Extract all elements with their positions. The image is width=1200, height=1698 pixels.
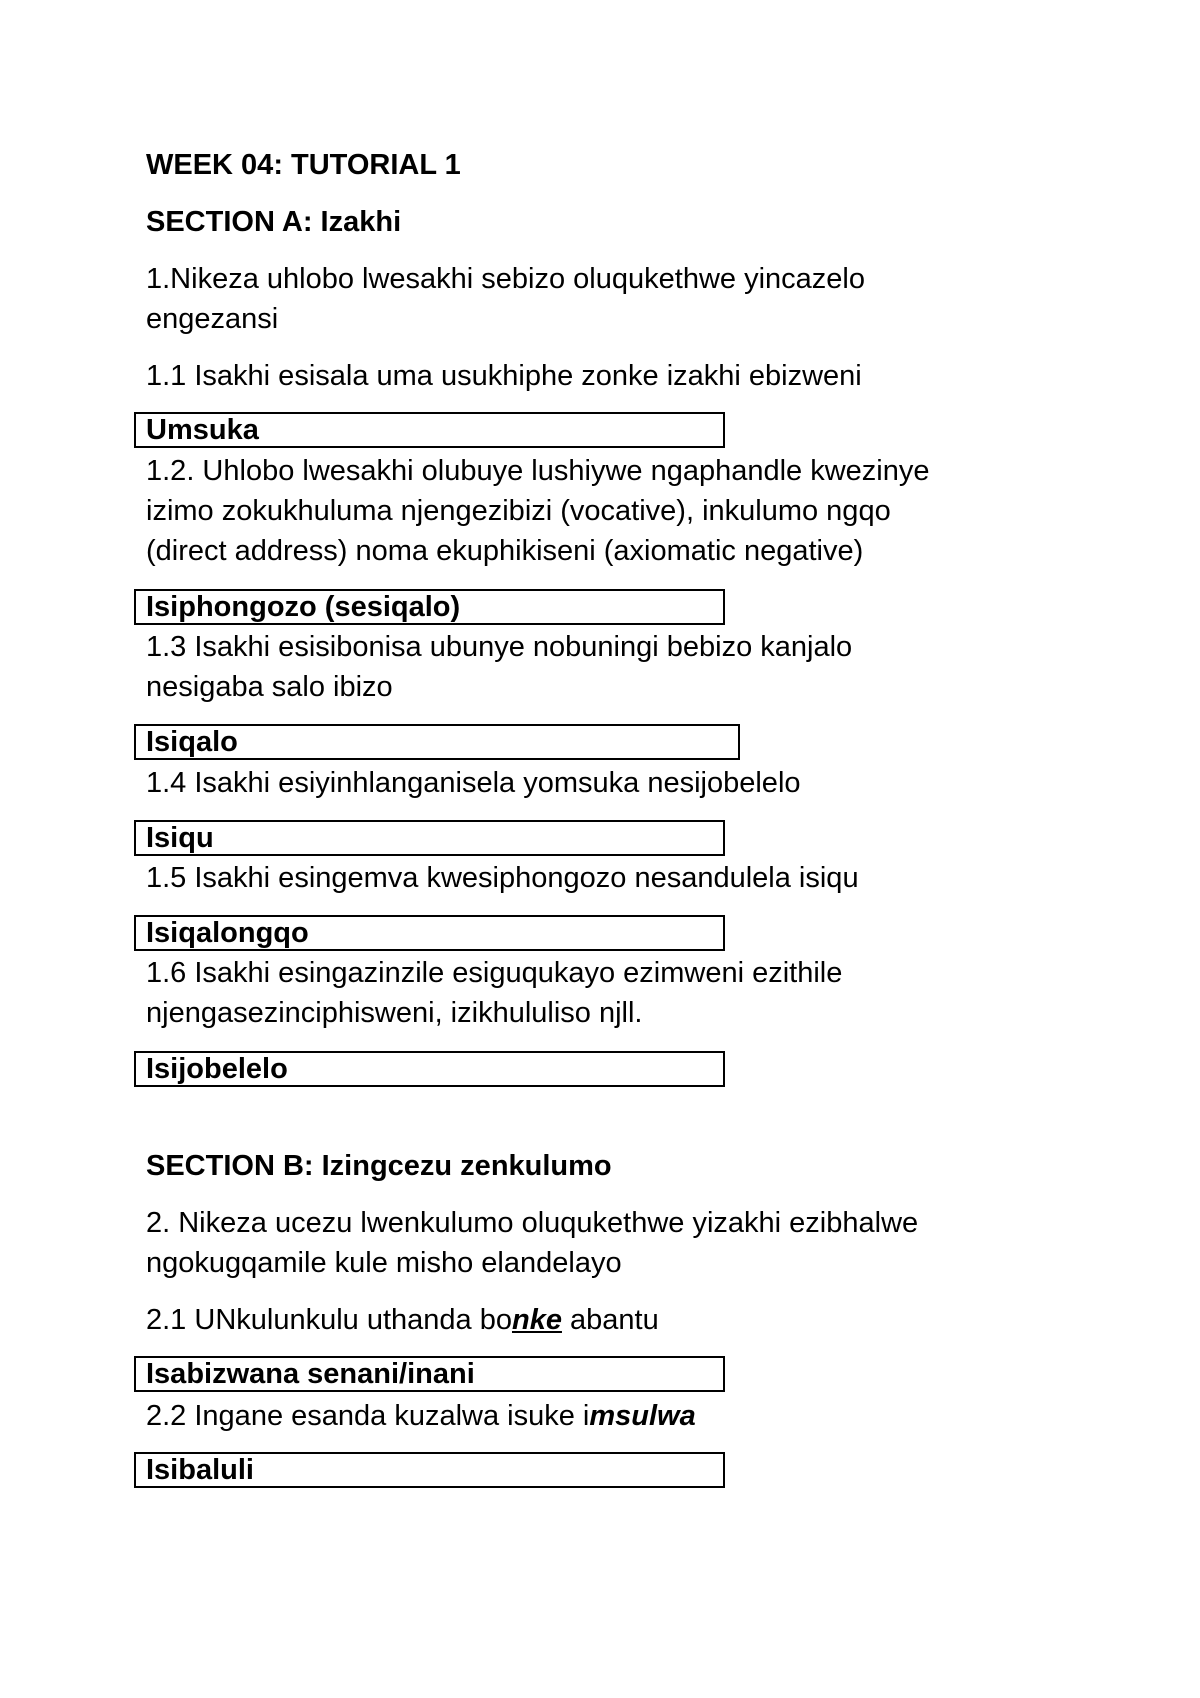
- question-1-4: 1.4 Isakhi esiyinhlanganisela yomsuka nesijobelelo: [146, 767, 801, 799]
- section-b-instruction-line1: 2. Nikeza ucezu lwenkulumo oluqukethwe yizakhi ezibhalwe: [146, 1207, 919, 1239]
- question-1-3-line1: 1.3 Isakhi esisibonisa ubunye nobuningi bebizo kanjalo: [146, 631, 853, 663]
- question-2-1-emphasis: nke: [511, 1304, 562, 1336]
- answer-box-2-1: Isabizwana senani/inani: [134, 1356, 725, 1392]
- question-2-2-emphasis: msulwa: [589, 1400, 696, 1432]
- question-1-3-line2: nesigaba salo ibizo: [146, 671, 393, 703]
- question-1-6-line2: njengasezinciphisweni, izikhululiso njll.: [146, 997, 643, 1029]
- section-b-heading: SECTION B: Izingcezu zenkulumo: [146, 1150, 612, 1182]
- answer-box-1-5: Isiqalongqo: [134, 915, 725, 951]
- answer-box-1-4: Isiqu: [134, 820, 725, 856]
- question-1-5: 1.5 Isakhi esingemva kwesiphongozo nesandulela isiqu: [146, 862, 859, 894]
- question-2-1: [146, 1300, 659, 1340]
- answer-box-1-1: Umsuka: [134, 412, 725, 448]
- section-a-instruction-line2: engezansi: [146, 303, 279, 335]
- question-2-1-suffix: abantu: [561, 1304, 659, 1336]
- answer-box-1-3: Isiqalo: [134, 724, 740, 760]
- question-2-1-prefix: 2.1 UNkulunkulu uthanda bo: [146, 1304, 512, 1336]
- page-title: WEEK 04: TUTORIAL 1: [146, 149, 461, 181]
- question-1-1: 1.1 Isakhi esisala uma usukhiphe zonke izakhi ebizweni: [146, 360, 862, 392]
- question-2-2: [146, 1396, 696, 1436]
- question-1-6-line1: 1.6 Isakhi esingazinzile esiguqukayo ezimweni ezithile: [146, 957, 843, 989]
- question-1-2-line3: (direct address) noma ekuphikiseni (axiomatic negative): [146, 535, 864, 567]
- section-a-instruction-line1: 1.Nikeza uhlobo lwesakhi sebizo oluqukethwe yincazelo: [146, 263, 865, 295]
- question-1-2-line1: 1.2. Uhlobo lwesakhi olubuye lushiywe ngaphandle kwezinye: [146, 455, 930, 487]
- answer-box-1-2: Isiphongozo (sesiqalo): [134, 589, 725, 625]
- question-1-2-line2: izimo zokukhuluma njengezibizi (vocative), inkulumo ngqo: [146, 495, 891, 527]
- answer-box-2-2: Isibaluli: [134, 1452, 725, 1488]
- section-a-heading: SECTION A: Izakhi: [146, 206, 402, 238]
- answer-box-1-6: Isijobelelo: [134, 1051, 725, 1087]
- section-b-instruction-line2: ngokugqamile kule misho elandelayo: [146, 1247, 622, 1279]
- question-2-2-prefix: 2.2 Ingane esanda kuzalwa isuke i: [146, 1400, 590, 1432]
